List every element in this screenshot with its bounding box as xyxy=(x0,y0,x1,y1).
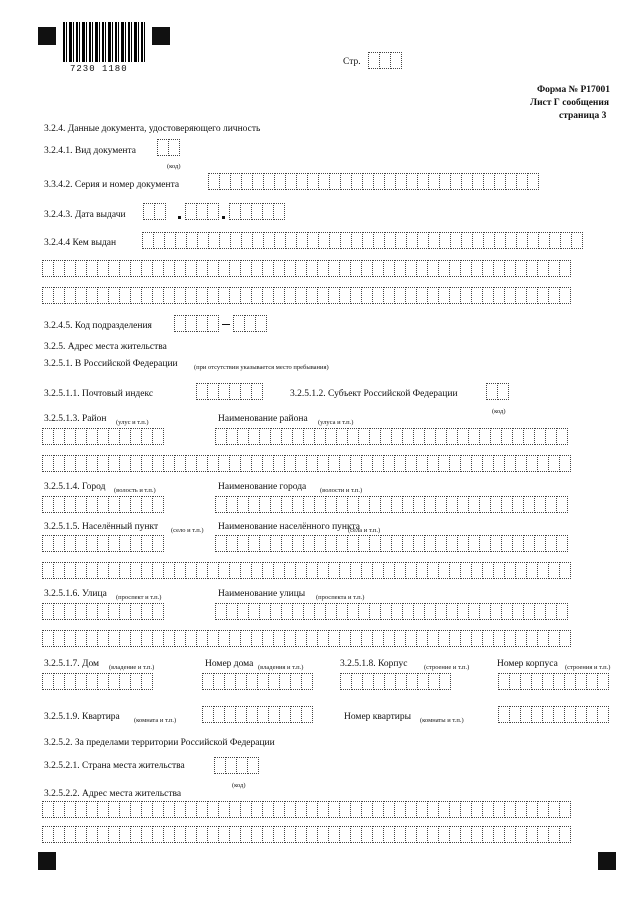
locality-name-cells-row1[interactable] xyxy=(215,535,567,552)
input-cell[interactable] xyxy=(527,173,539,190)
address-cells-row2[interactable] xyxy=(42,826,570,843)
city-label: 3.2.5.1.4. Город xyxy=(44,482,106,492)
building-label: 3.2.5.1.8. Корпус xyxy=(340,659,408,669)
dept-code-dash xyxy=(222,324,230,325)
city-note: (волость и т.п.) xyxy=(114,487,156,494)
locality-name-note: (села и т.п.) xyxy=(348,527,381,534)
building-no-label: Номер корпуса xyxy=(497,659,558,669)
address-label: 3.2.5.2.2. Адрес места жительства xyxy=(44,789,182,799)
input-cell[interactable] xyxy=(556,428,568,445)
street-name-cells-row2[interactable] xyxy=(42,630,570,647)
house-type-cells[interactable] xyxy=(42,673,152,690)
corner-marker-top-right xyxy=(152,27,170,45)
issue-day-cells[interactable] xyxy=(143,203,165,220)
locality-name-label: Наименование населённого пункта xyxy=(218,522,360,532)
input-cell[interactable] xyxy=(559,455,571,472)
input-cell[interactable] xyxy=(559,562,571,579)
issued-by-cells-row1[interactable] xyxy=(142,232,582,249)
input-cell[interactable] xyxy=(251,383,263,400)
section-3-2-5-title: 3.2.5. Адрес места жительства xyxy=(44,342,167,352)
page-title: страница 3 xyxy=(559,111,607,121)
input-cell[interactable] xyxy=(152,496,164,513)
barcode-number: 7230 1180 xyxy=(70,64,128,74)
sheet-title: Лист Г сообщения xyxy=(530,98,610,108)
input-cell[interactable] xyxy=(559,630,571,647)
city-type-cells[interactable] xyxy=(42,496,163,513)
input-cell[interactable] xyxy=(154,203,166,220)
street-name-label: Наименование улицы xyxy=(218,589,306,599)
input-cell[interactable] xyxy=(597,706,609,723)
input-cell[interactable] xyxy=(301,706,313,723)
abroad-label: 3.2.5.2. За пределами территории Российской Федерации xyxy=(44,738,275,748)
corner-marker-bottom-left xyxy=(38,852,56,870)
input-cell[interactable] xyxy=(559,826,571,843)
flat-no-note: (комнаты и т.п.) xyxy=(420,717,464,724)
series-cells[interactable] xyxy=(208,173,538,190)
house-note: (владение и т.п.) xyxy=(109,664,155,671)
country-code-cells[interactable] xyxy=(214,757,258,774)
input-cell[interactable] xyxy=(168,139,180,156)
series-label: 3.3.4.2. Серия и номер документа xyxy=(44,180,180,190)
subject-label: 3.2.5.1.2. Субъект Российской Федерации xyxy=(290,389,458,399)
input-cell[interactable] xyxy=(207,203,219,220)
rf-label: 3.2.5.1. В Российской Федерации xyxy=(44,359,178,369)
postal-cells[interactable] xyxy=(196,383,262,400)
building-note: (строение и т.п.) xyxy=(424,664,470,671)
input-cell[interactable] xyxy=(556,496,568,513)
input-cell[interactable] xyxy=(571,232,583,249)
building-type-cells[interactable] xyxy=(340,673,450,690)
section-3-2-4-title: 3.2.4. Данные документа, удостоверяющего личность xyxy=(44,124,261,134)
corner-marker-top-left xyxy=(38,27,56,45)
street-note: (проспект и т.п.) xyxy=(116,594,162,601)
flat-no-label: Номер квартиры xyxy=(344,712,411,722)
city-name-label: Наименование города xyxy=(218,482,307,492)
input-cell[interactable] xyxy=(152,603,164,620)
input-cell[interactable] xyxy=(559,801,571,818)
city-name-cells[interactable] xyxy=(215,496,567,513)
form-number: Форма № Р17001 xyxy=(537,85,611,95)
input-cell[interactable] xyxy=(247,757,259,774)
issue-month-cells[interactable] xyxy=(185,203,218,220)
dept-code-cells-1[interactable] xyxy=(174,315,218,332)
input-cell[interactable] xyxy=(207,315,219,332)
issue-date-label: 3.2.4.3. Дата выдачи xyxy=(44,210,126,220)
input-cell[interactable] xyxy=(559,260,571,277)
issue-year-cells[interactable] xyxy=(229,203,284,220)
issued-by-cells-row3[interactable] xyxy=(42,287,570,304)
house-no-label: Номер дома xyxy=(205,659,254,669)
subject-cells[interactable] xyxy=(486,383,508,400)
page-label: Стр. xyxy=(343,57,361,67)
issued-by-label: 3.2.4.4 Кем выдан xyxy=(44,238,117,248)
country-code-note: (код) xyxy=(232,782,246,789)
district-name-note: (улуса и т.п.) xyxy=(318,419,354,426)
house-no-cells[interactable] xyxy=(202,673,312,690)
input-cell[interactable] xyxy=(152,428,164,445)
flat-type-cells[interactable] xyxy=(202,706,312,723)
issued-by-cells-row2[interactable] xyxy=(42,260,570,277)
street-type-cells[interactable] xyxy=(42,603,163,620)
input-cell[interactable] xyxy=(141,673,153,690)
date-separator-dot xyxy=(178,216,181,219)
building-no-cells[interactable] xyxy=(498,673,608,690)
street-label: 3.2.5.1.6. Улица xyxy=(44,589,107,599)
input-cell[interactable] xyxy=(556,603,568,620)
date-separator-dot xyxy=(222,216,225,219)
input-cell[interactable] xyxy=(273,203,285,220)
input-cell[interactable] xyxy=(597,673,609,690)
input-cell[interactable] xyxy=(559,287,571,304)
locality-type-cells[interactable] xyxy=(42,535,163,552)
doc-type-cells[interactable] xyxy=(157,139,179,156)
district-label: 3.2.5.1.3. Район xyxy=(44,414,107,424)
district-name-label: Наименование района xyxy=(218,414,308,424)
input-cell[interactable] xyxy=(301,673,313,690)
locality-name-cells-row2[interactable] xyxy=(42,562,570,579)
page-number-cells[interactable] xyxy=(368,52,401,69)
input-cell[interactable] xyxy=(439,673,451,690)
locality-note: (село и т.п.) xyxy=(171,527,204,534)
dept-code-cells-2[interactable] xyxy=(233,315,266,332)
doc-type-code-note: (код) xyxy=(167,163,181,170)
input-cell[interactable] xyxy=(255,315,267,332)
district-type-cells[interactable] xyxy=(42,428,163,445)
street-name-cells-row1[interactable] xyxy=(215,603,567,620)
postal-label: 3.2.5.1.1. Почтовый индекс xyxy=(44,389,154,399)
flat-no-cells[interactable] xyxy=(498,706,608,723)
country-label: 3.2.5.2.1. Страна места жительства xyxy=(44,761,185,771)
input-cell[interactable] xyxy=(556,535,568,552)
rf-note: (при отсутствии указывается место пребывания) xyxy=(194,364,329,371)
building-no-note: (строения и т.п.) xyxy=(565,664,611,671)
flat-label: 3.2.5.1.9. Квартира xyxy=(44,712,120,722)
district-name-cells-row2[interactable] xyxy=(42,455,570,472)
city-name-note: (волости и т.п.) xyxy=(320,487,363,494)
corner-marker-bottom-right xyxy=(598,852,616,870)
address-cells-row1[interactable] xyxy=(42,801,570,818)
house-no-note: (владения и т.п.) xyxy=(258,664,304,671)
dept-code-label: 3.2.4.5. Код подразделения xyxy=(44,321,152,331)
subject-code-note: (код) xyxy=(492,408,506,415)
input-cell[interactable] xyxy=(152,535,164,552)
district-note: (улус и т.п.) xyxy=(116,419,149,426)
district-name-cells-row1[interactable] xyxy=(215,428,567,445)
barcode xyxy=(63,22,145,62)
flat-note: (комната и т.п.) xyxy=(134,717,177,724)
locality-label: 3.2.5.1.5. Населённый пункт xyxy=(44,522,159,532)
input-cell[interactable] xyxy=(497,383,509,400)
house-label: 3.2.5.1.7. Дом xyxy=(44,659,100,669)
doc-type-label: 3.2.4.1. Вид документа xyxy=(44,146,136,156)
input-cell[interactable] xyxy=(390,52,402,69)
street-name-note: (проспекта и т.п.) xyxy=(316,594,365,601)
